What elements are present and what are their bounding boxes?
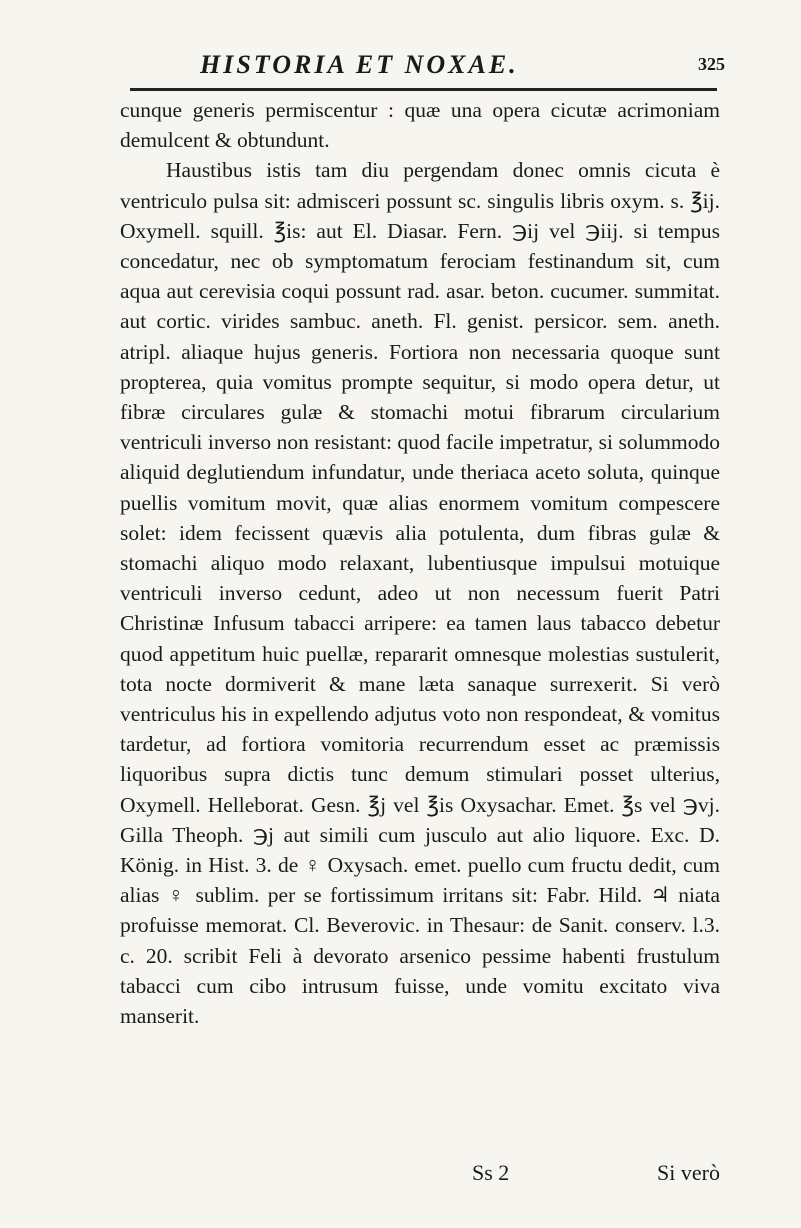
running-title: HISTORIA ET NOXAE. — [200, 50, 519, 79]
page-number: 325 — [698, 54, 725, 74]
header-rule — [130, 88, 717, 91]
page-footer — [120, 1160, 720, 1190]
paragraph-haustibus: Haustibus istis tam diu pergendam donec omnis cicuta è ventriculo pulsa sit: admisceri possunt sc. singulis libris oxym. s. ℥ij. Oxymell. squill. ℥is: aut El. Diasar. Fern. ℈ij vel ℈iij. si tempus concedatur, nec ob symptomatum ferociam festinandum sit, cum aqua aut cerevisia coqui possunt rad. asar. beton. cucumer. summitat. aut cortic. virides sambuc. aneth. Fl. genist. persicor. sem. aneth. atripl. aliaque hujus generis. Fortiora non necessaria quoque sunt propterea, quia vomitus prompte sequitur, si modo opera detur, ut fibræ circulares gulæ & stomachi motui fibrarum circularium ventriculi inverso non resistant: quod facile impetratur, si solummodo aliquid deglutiendum infundatur, unde theriaca aceto soluta, quinque puellis vomitum movit, quæ alias enormem vomitum compescere solet: idem fecissent quævis alia potulenta, dum fibras gulæ & stomachi aliquo modo relaxant, lubentiusque impulsui motuique ventriculi inverso cedunt, adeo ut non necessum fuerit Patri Christinæ Infusum tabacci arripere: ea tamen laus tabacco debetur quod appetitum huic puellæ, repararit omnesque molestias sustulerit, tota nocte dormiverit & mane læta sanaque surrexerit. Si verò ventriculus his in expellendo adjutus voto non respondeat, & vomitus tardetur, ad fortiora vomitoria recurrendum esset ac præmissis liquoribus supra dictis tunc demum stimulari posset ulterius, Oxymell. Helleborat. Gesn. ℥j vel ℥is Oxysachar. Emet. ℥s vel ℈vj. Gilla Theoph. ℈j aut simili cum jusculo aut alio liquore. Exc. D. König. in Hist. 3. de ♀ Oxysach. emet. puello cum fructu dedit, cum alias ♀ sublim. per se fortissimum irritans sit: Fabr. Hild. ♃ niata profuisse memorat. Cl. Beverovic. in Thesaur: de Sanit. conserv. l.3. c. 20. scribit Feli à devorato arsenico pessime habenti frustulum tabacci cum cibo intrusum fuisse, unde vomitu excitato viva manserit. — [120, 158, 720, 1029]
paragraph-continuation: cunque generis permiscentur : quæ una opera cicutæ acrimoniam demulcent & obtundunt. — [120, 98, 720, 153]
catchword: Si verò — [657, 1160, 720, 1185]
running-header — [200, 46, 725, 86]
main-text — [120, 95, 720, 1031]
signature-mark: Ss 2 — [472, 1160, 510, 1185]
